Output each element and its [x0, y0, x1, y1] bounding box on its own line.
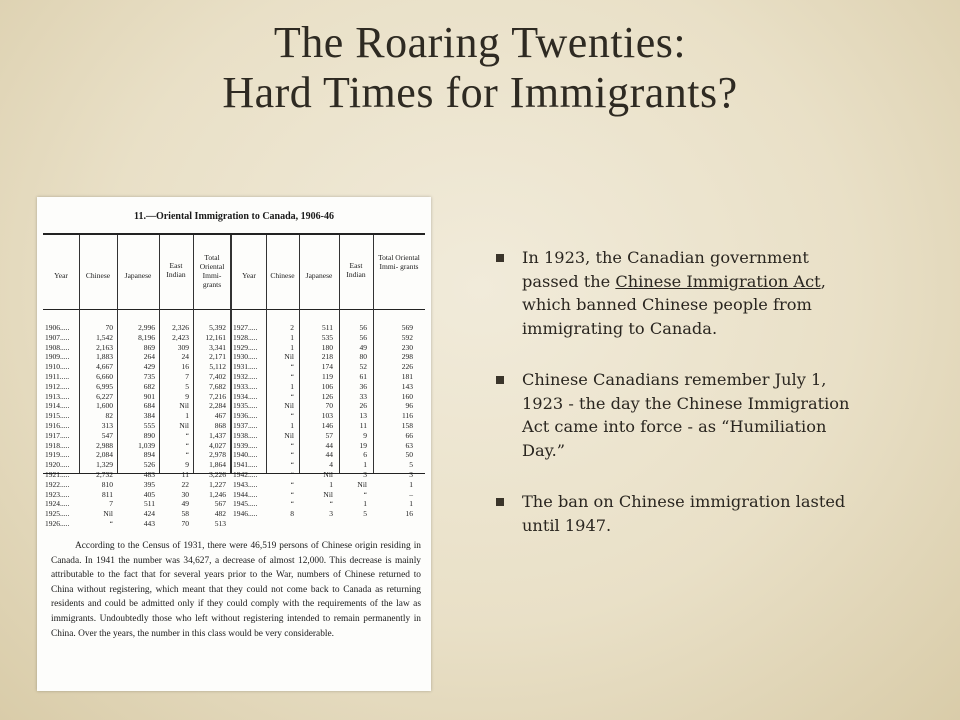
header-year: Year	[54, 271, 68, 280]
table-cell: 526	[143, 460, 155, 470]
table-cell: 56	[359, 323, 367, 332]
table-cell: 1920.....	[45, 460, 70, 470]
table-header-rule	[43, 309, 425, 310]
table-cell: 1,039	[138, 440, 155, 450]
table-cell: 7	[109, 499, 113, 509]
table-cell: 181	[401, 371, 413, 381]
table-cell: 6	[363, 450, 367, 460]
table-cell: 218	[321, 352, 333, 362]
table-cell: 1928.....	[233, 332, 258, 342]
table-cell: 1934.....	[233, 391, 258, 401]
table-cell: 1925.....	[45, 509, 70, 519]
table-cell: 19	[359, 440, 367, 450]
bullet-1-text-end: , which banned Chinese people from immigrating to Canada.	[522, 271, 826, 338]
col-left-total	[193, 323, 226, 529]
table-cell: 5,392	[209, 323, 226, 332]
table-cell: 1929.....	[233, 342, 258, 352]
table-cell: 106	[321, 381, 333, 391]
table-cell: 5	[185, 381, 189, 391]
table-cell: 264	[143, 352, 155, 362]
table-cell: 11	[181, 469, 189, 479]
table-cell: 3	[329, 509, 333, 519]
table-cell: 309	[177, 342, 189, 352]
table-cell: 143	[401, 381, 413, 391]
table-cell: 1944.....	[233, 489, 258, 499]
table-cell: Nil	[284, 430, 294, 440]
header-japanese: Japanese	[124, 271, 152, 280]
table-cell: 1914.....	[45, 401, 70, 411]
table-cell: 298	[401, 352, 413, 362]
table-cell: 230	[401, 342, 413, 352]
table-cell: 2,423	[172, 332, 189, 342]
table-cell: 1	[329, 479, 333, 489]
scanned-immigration-table	[37, 197, 431, 691]
table-cell: 5	[363, 509, 367, 519]
table-cell: 1918.....	[45, 440, 70, 450]
bullet-3-text: The ban on Chinese immigration lasted until 1947.	[522, 492, 846, 535]
table-cell: 511	[144, 499, 155, 509]
table-cell: “	[290, 489, 294, 499]
table-cell: 1,864	[209, 460, 226, 470]
table-cell: 1936.....	[233, 411, 258, 421]
table-cell: 2,163	[96, 342, 113, 352]
col-left-east-indian	[159, 323, 189, 529]
table-cell: 26	[359, 401, 367, 411]
table-cell: 1912.....	[45, 381, 70, 391]
table-cell: “	[185, 430, 189, 440]
table-cell: 50	[405, 450, 413, 460]
table-cell: 1916.....	[45, 420, 70, 430]
table-cell: 1939.....	[233, 440, 258, 450]
table-cell: “	[290, 362, 294, 372]
table-cell: 513	[214, 518, 226, 528]
table-cell: 1,227	[209, 479, 226, 489]
table-cell: 2,284	[209, 401, 226, 411]
table-cell: 174	[321, 362, 333, 372]
table-top-rule	[43, 233, 425, 235]
table-cell: 6,995	[96, 381, 113, 391]
table-cell: 16	[181, 362, 189, 372]
table-cell: 1937.....	[233, 420, 258, 430]
table-cell: 547	[101, 430, 113, 440]
bullet-item-2	[496, 368, 866, 462]
table-cell: Nil	[103, 509, 113, 519]
table-cell: 7,682	[209, 381, 226, 391]
table-cell: 811	[102, 489, 113, 499]
table-cell: 569	[401, 323, 413, 332]
table-cell: 96	[405, 401, 413, 411]
table-cell: 3,341	[209, 342, 226, 352]
table-cell: 1,246	[209, 489, 226, 499]
table-cell: 6,227	[96, 391, 113, 401]
table-cell: 3,226	[209, 469, 226, 479]
col-right-total	[373, 323, 413, 519]
table-cell: 1932.....	[233, 371, 258, 381]
table-cell: 482	[214, 509, 226, 519]
table-cell: 405	[143, 489, 155, 499]
table-cell: 1917.....	[45, 430, 70, 440]
table-cell: 44	[325, 450, 333, 460]
table-cell: 1924.....	[45, 499, 70, 509]
table-cell: 2,996	[138, 323, 155, 332]
table-cell: “	[109, 518, 113, 528]
table-cell: 1910.....	[45, 362, 70, 372]
table-cell: 467	[214, 411, 226, 421]
table-cell: 1,542	[96, 332, 113, 342]
table-cell: 395	[143, 479, 155, 489]
table-cell: 443	[143, 518, 155, 528]
table-cell: 483	[143, 469, 155, 479]
table-cell: 1946.....	[233, 509, 258, 519]
table-cell: 1935.....	[233, 401, 258, 411]
table-cell: 684	[143, 401, 155, 411]
table-cell: Nil	[323, 469, 333, 479]
table-cell: 1941.....	[233, 460, 258, 470]
table-cell: 1915.....	[45, 411, 70, 421]
table-cell: 1942.....	[233, 469, 258, 479]
table-cell: 894	[143, 450, 155, 460]
table-cell: 1922.....	[45, 479, 70, 489]
square-bullet-icon	[496, 254, 504, 262]
table-cell: 1	[290, 332, 294, 342]
table-cell: 3	[409, 469, 413, 479]
table-cell: “	[290, 499, 294, 509]
table-cell: 1927.....	[233, 323, 258, 332]
table-cell: 1909.....	[45, 352, 70, 362]
table-cell: 103	[321, 411, 333, 421]
table-cell: 2,171	[209, 352, 226, 362]
table-cell: 1911.....	[45, 371, 70, 381]
table-cell: 7,216	[209, 391, 226, 401]
table-cell: 1	[290, 381, 294, 391]
table-cell: “	[290, 460, 294, 470]
table-cell: 6,660	[96, 371, 113, 381]
table-cell: 1	[363, 499, 367, 509]
table-cell: “	[290, 479, 294, 489]
table-cell: 22	[181, 479, 189, 489]
table-cell: 2,988	[96, 440, 113, 450]
table-cell: 80	[359, 352, 367, 362]
header-east-indian: East Indian	[166, 261, 186, 279]
table-cell: 1,883	[96, 352, 113, 362]
header-japanese-2: Japanese	[305, 271, 333, 280]
table-cell: 49	[181, 499, 189, 509]
table-cell: 429	[143, 362, 155, 372]
header-year-2: Year	[242, 271, 256, 280]
table-cell: “	[185, 450, 189, 460]
table-cell: 1907.....	[45, 332, 70, 342]
table-cell: Nil	[179, 401, 189, 411]
col-right-years	[233, 323, 266, 519]
table-cell: 869	[143, 342, 155, 352]
table-cell: 66	[405, 430, 413, 440]
header-total: Total Oriental Immi- grants	[199, 253, 225, 289]
col-right-east-indian	[339, 323, 367, 519]
col-right-chinese	[266, 323, 294, 519]
table-cell: 4,667	[96, 362, 113, 372]
table-cell: 9	[363, 430, 367, 440]
table-cell: 511	[322, 323, 333, 332]
table-cell: 1938.....	[233, 430, 258, 440]
table-cell: 1940.....	[233, 450, 258, 460]
table-cell: 11	[359, 420, 367, 430]
table-cell: “	[363, 489, 367, 499]
header-total-2: Total Oriental Immi- grants	[378, 253, 420, 271]
table-cell: 52	[359, 362, 367, 372]
slide-title	[0, 18, 960, 118]
table-cell: 146	[321, 420, 333, 430]
table-cell: “	[290, 391, 294, 401]
table-cell: 2,326	[172, 323, 189, 332]
table-cell: 1919.....	[45, 450, 70, 460]
table-cell: 119	[322, 371, 333, 381]
table-cell: 1913.....	[45, 391, 70, 401]
table-cell: 70	[105, 323, 113, 332]
header-chinese: Chinese	[85, 271, 111, 280]
header-chinese-2: Chinese	[270, 271, 295, 280]
table-cell: 4,027	[209, 440, 226, 450]
table-cell: 33	[359, 391, 367, 401]
table-cell: 555	[143, 420, 155, 430]
table-cell: 424	[143, 509, 155, 519]
table-cell: 4	[329, 460, 333, 470]
table-cell: 5	[409, 460, 413, 470]
table-cell: “	[185, 440, 189, 450]
table-cell: 226	[401, 362, 413, 372]
table-cell: 1945.....	[233, 499, 258, 509]
table-cell: 30	[181, 489, 189, 499]
bullet-list	[496, 246, 866, 565]
table-cell: 1906.....	[45, 323, 70, 332]
table-cell: Nil	[284, 352, 294, 362]
table-cell: 1926.....	[45, 518, 70, 528]
header-east-indian-2: East Indian	[346, 261, 366, 279]
table-cell: 1931.....	[233, 362, 258, 372]
table-cell: Nil	[284, 401, 294, 411]
table-cell: 58	[181, 509, 189, 519]
table-cell: 9	[185, 460, 189, 470]
table-cell: 70	[181, 518, 189, 528]
table-cell: 57	[325, 430, 333, 440]
table-cell: 2,732	[96, 469, 113, 479]
table-cell: Nil	[357, 479, 367, 489]
table-cell: 384	[143, 411, 155, 421]
table-cell: 1,600	[96, 401, 113, 411]
square-bullet-icon	[496, 376, 504, 384]
chinese-immigration-act-link[interactable]: Chinese Immigration Act	[615, 271, 821, 291]
table-cell: 567	[214, 499, 226, 509]
col-left-years	[45, 323, 79, 529]
table-cell: 158	[401, 420, 413, 430]
table-cell: 1908.....	[45, 342, 70, 352]
table-cell: 5,112	[209, 362, 226, 372]
table-cell: 1943.....	[233, 479, 258, 489]
table-cell: 8	[290, 509, 294, 519]
table-cell: 868	[214, 420, 226, 430]
table-cell: “	[290, 371, 294, 381]
table-cell: 682	[143, 381, 155, 391]
table-cell: 1923.....	[45, 489, 70, 499]
table-cell: 8,196	[138, 332, 155, 342]
table-cell: 901	[143, 391, 155, 401]
bullet-1-text-start: In 1923, the Canadian government passed the	[522, 248, 809, 291]
table-cell: 1	[363, 460, 367, 470]
table-cell: 592	[401, 332, 413, 342]
table-cell: 44	[325, 440, 333, 450]
table-cell: “	[290, 450, 294, 460]
table-cell: 2	[290, 323, 294, 332]
table-cell: “	[329, 499, 333, 509]
table-cell: 3	[363, 469, 367, 479]
table-cell: 82	[105, 411, 113, 421]
col-left-chinese	[79, 323, 113, 529]
table-cell: 1933.....	[233, 381, 258, 391]
table-cell: 1,329	[96, 460, 113, 470]
square-bullet-icon	[496, 498, 504, 506]
table-title: 11.—Oriental Immigration to Canada, 1906-46	[134, 211, 334, 222]
table-cell: 36	[359, 381, 367, 391]
table-cell: 49	[359, 342, 367, 352]
table-cell: 70	[325, 401, 333, 411]
table-cell: 12,161	[205, 332, 226, 342]
table-cell: 535	[321, 332, 333, 342]
col-right-japanese	[299, 323, 333, 519]
table-cell: Nil	[179, 420, 189, 430]
table-cell: 7,402	[209, 371, 226, 381]
table-cell: “	[290, 469, 294, 479]
table-cell: 2,978	[209, 450, 226, 460]
table-cell: “	[290, 440, 294, 450]
table-cell: 126	[321, 391, 333, 401]
bullet-2-text: Chinese Canadians remember July 1, 1923 - the day the Chinese Immigration Act came into force - as “Humiliation Day.”	[522, 370, 850, 460]
table-cell: “	[290, 411, 294, 421]
table-cell: 1	[185, 411, 189, 421]
title-line-2: Hard Times for Immigrants?	[222, 68, 738, 117]
table-cell: 1	[409, 499, 413, 509]
table-cell: 890	[143, 430, 155, 440]
table-cell: 63	[405, 440, 413, 450]
table-cell: 1	[409, 479, 413, 489]
census-paragraph: According to the Census of 1931, there were 46,519 persons of Chinese origin residing in Canada. In 1941 the number was 34,627, a decrease of almost 12,000. This decrease is mainly attributable to the fact that for several years prior to the War, numbers of Chinese returned to China without registering, which meant that they could not come back to Canada as returning residents and could be admitted only if they could comply with the requirements of the law as immigrants. Undoubtedly those who left without registering intended to remain permanently in China. Over the years, the number in this class would be very considerable.	[51, 541, 421, 639]
table-cell: 1930.....	[233, 352, 258, 362]
table-cell: 56	[359, 332, 367, 342]
table-cell: 61	[359, 371, 367, 381]
table-cell: 13	[359, 411, 367, 421]
table-cell: 810	[101, 479, 113, 489]
table-cell: 24	[181, 352, 189, 362]
table-cell: 1	[290, 342, 294, 352]
table-cell: 16	[405, 509, 413, 519]
table-cell: Nil	[323, 489, 333, 499]
table-cell: 180	[321, 342, 333, 352]
table-cell: –	[409, 489, 413, 499]
table-cell: 735	[143, 371, 155, 381]
bullet-item-3	[496, 490, 866, 537]
table-cell: 1921.....	[45, 469, 70, 479]
table-cell: 160	[401, 391, 413, 401]
table-cell: 7	[185, 371, 189, 381]
bullet-item-1	[496, 246, 866, 340]
table-cell: 9	[185, 391, 189, 401]
table-cell: 2,084	[96, 450, 113, 460]
table-cell: 1	[290, 420, 294, 430]
title-line-1: The Roaring Twenties:	[273, 18, 687, 67]
table-cell: 1,437	[209, 430, 226, 440]
table-cell: 313	[101, 420, 113, 430]
table-cell: 116	[402, 411, 413, 421]
col-left-japanese	[117, 323, 155, 529]
